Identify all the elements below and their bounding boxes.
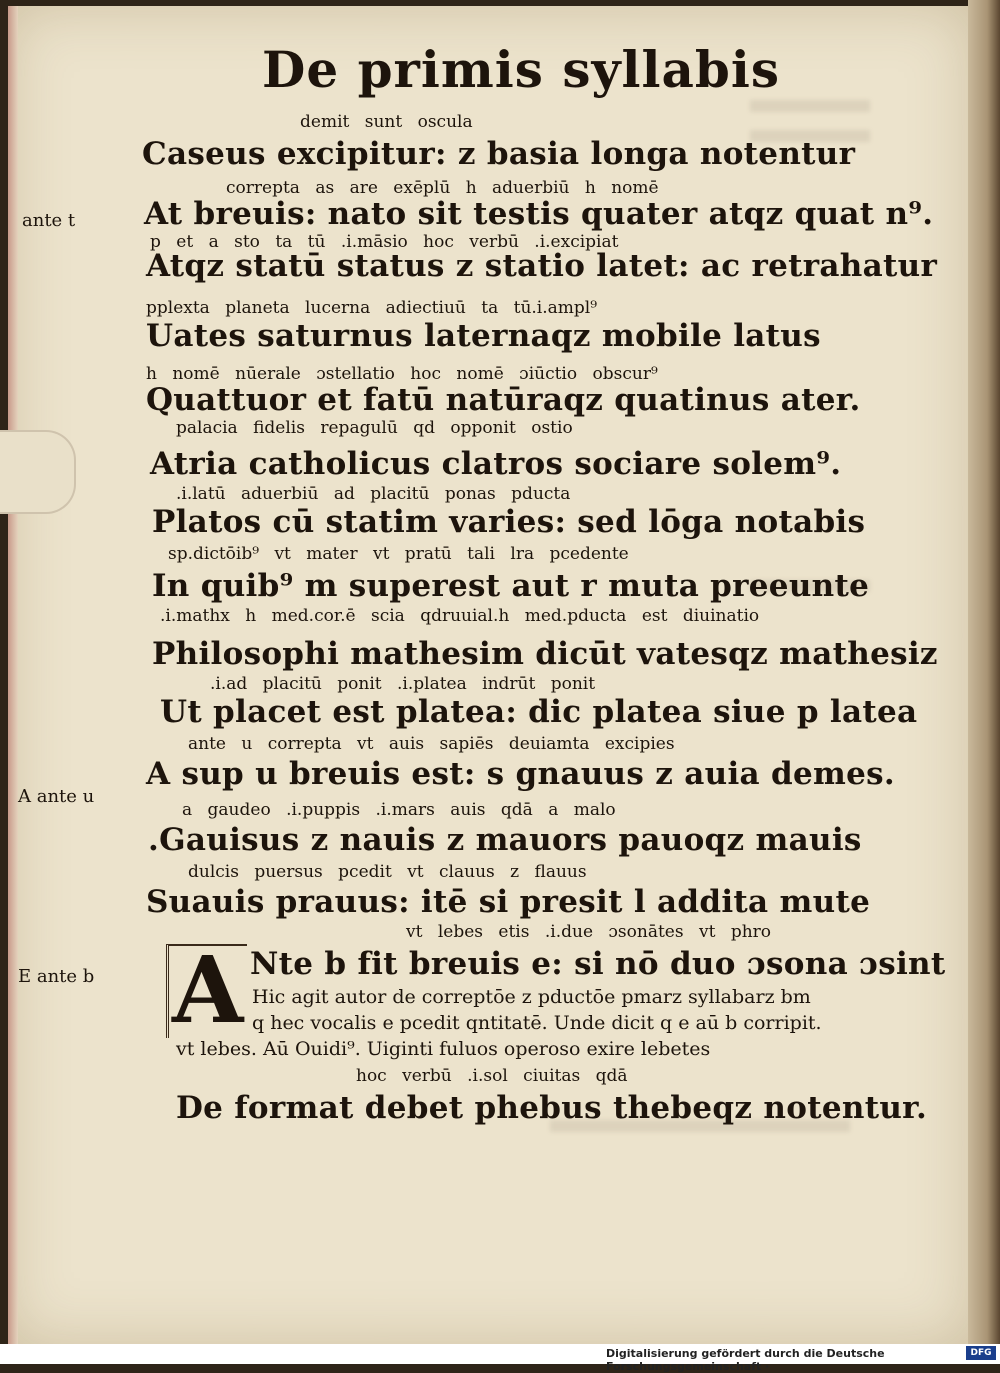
verse-line: Platos cū statim varies: sed lōga notabis — [152, 504, 866, 540]
gloss-line: .i.latū aduerbiū ad placitū ponas pducta — [176, 484, 571, 504]
gloss-line: sp.dictōib⁹ vt mater vt pratū tali lra pcedente — [168, 544, 629, 564]
verse-line: In quib⁹ m superest aut r muta preeunte — [152, 568, 870, 604]
dfg-logo: DFG — [966, 1346, 996, 1360]
page-tab-marker — [0, 430, 76, 514]
gloss-line: hoc verbū .i.sol ciuitas qdā — [356, 1066, 628, 1086]
gloss-line: .i.mathx h med.cor.ē scia qdruuial.h med.pducta est diuinatio — [160, 606, 760, 626]
margin-note: E ante b — [18, 966, 95, 987]
verse-line: Caseus excipitur: z basia longa notentur — [142, 136, 856, 172]
verse-line: Ut placet est platea: dic platea siue p latea — [160, 694, 918, 730]
verse-line: Quattuor et fatū natūraqz quatinus ater. — [146, 382, 861, 418]
page-title: De primis syllabis — [262, 40, 781, 99]
comm-line: vt lebes. Aū Ouidi⁹. Uiginti fuluos operoso exire lebetes — [176, 1038, 711, 1060]
verse-line: Suauis prauus: itē si presit l addita mute — [146, 884, 871, 920]
margin-note: A ante u — [18, 786, 95, 807]
gloss-line: demit sunt oscula — [300, 112, 473, 132]
verse-line: Nte b fit breuis e: si nō duo ɔsona ɔsint — [250, 946, 946, 982]
gloss-line: palacia fidelis repagulū qd opponit ostio — [176, 418, 573, 438]
verse-line: A sup u breuis est: s gnauus z auia demes. — [146, 756, 895, 792]
verse-line: .Gauisus z nauis z mauors pauoqz mauis — [148, 822, 862, 858]
comm-line: Hic agit autor de correptōe z pductōe pmarz syllabarz bm — [252, 986, 811, 1008]
gloss-line: ante u correpta vt auis sapiēs deuiamta excipies — [188, 734, 675, 754]
verse-line: Philosophi mathesim dicūt vatesqz mathesiz — [152, 636, 938, 672]
verse-line: Atqz statū status z statio latet: ac retrahatur — [146, 248, 938, 284]
decorated-initial: A — [172, 936, 244, 1044]
verse-line: Uates saturnus laternaqz mobile latus — [146, 318, 821, 354]
gloss-line: p et a sto ta tū .i.māsio hoc verbū .i.excipiat — [150, 232, 619, 252]
page-left-edge — [8, 6, 18, 1344]
gloss-line: a gaudeo .i.puppis .i.mars auis qdā a malo — [182, 800, 616, 820]
verse-line: Atria catholicus clatros sociare solem⁹. — [150, 446, 842, 482]
gloss-line: h nomē nūerale ɔstellatio hoc nomē ɔiūctio obscur⁹ — [146, 364, 658, 384]
gloss-line: pplexta planeta lucerna adiectiuū ta tū.i.ampl⁹ — [146, 298, 598, 318]
gloss-line: .i.ad placitū ponit .i.platea indrūt ponit — [210, 674, 596, 694]
verse-line: De format debet phebus thebeqz notentur. — [176, 1090, 928, 1126]
show-through — [750, 100, 870, 112]
verse-line: At breuis: nato sit testis quater atqz quat n⁹. — [144, 196, 934, 232]
book-edge-right — [968, 0, 1000, 1344]
gloss-line: vt lebes etis .i.due ɔsonātes vt phro — [406, 922, 772, 942]
footer-credit: Digitalisierung gefördert durch die Deutsche Forschungsgemeinschaft · — [606, 1347, 885, 1373]
comm-line: q hec vocalis e pcedit qntitatē. Unde dicit q e aū b corripit. — [252, 1012, 822, 1034]
gloss-line: correpta as are exēplū h aduerbiū h nomē — [226, 178, 659, 198]
gloss-line: dulcis puersus pcedit vt clauus z flauus — [188, 862, 587, 882]
margin-note: ante t — [22, 210, 76, 231]
